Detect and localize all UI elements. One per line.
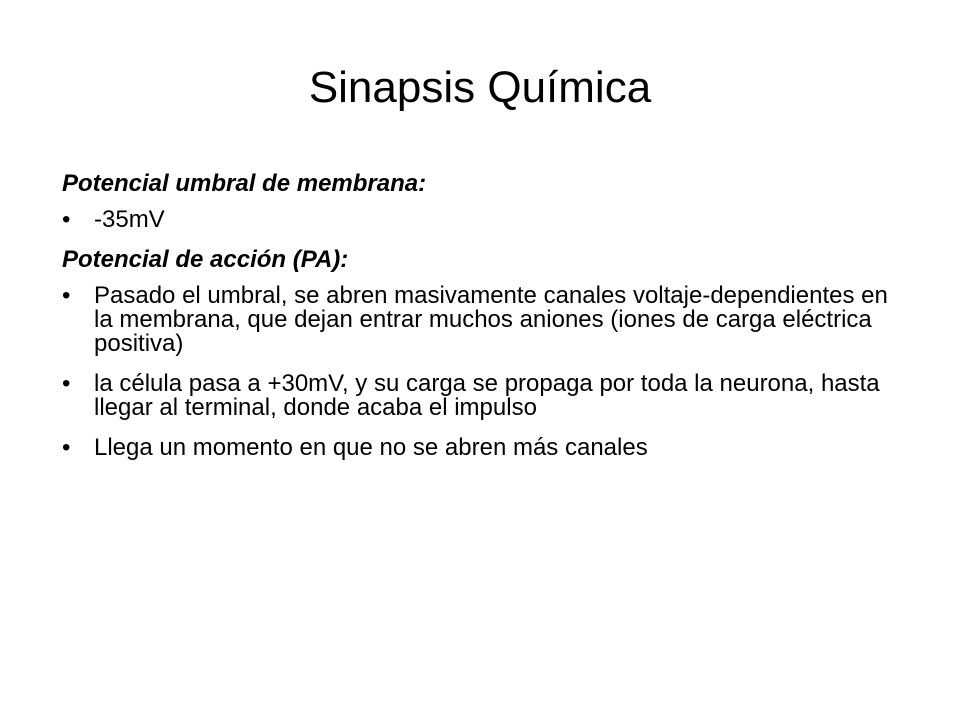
bullet-item xyxy=(62,372,912,420)
bullet-text: Llega un momento en que no se abren más canales xyxy=(94,434,648,461)
section-heading-umbral: Potencial umbral de membrana: xyxy=(62,170,427,197)
section-heading-accion: Potencial de acción (PA): xyxy=(62,246,349,273)
bullet-list-accion xyxy=(62,284,912,460)
bullet-text: -35mV xyxy=(94,206,165,233)
bullet-icon: • xyxy=(62,370,71,397)
bullet-item xyxy=(62,208,912,232)
bullet-icon: • xyxy=(62,206,71,233)
slide-content xyxy=(62,164,912,476)
slide-title: Sinapsis Química xyxy=(308,63,652,112)
bullet-item xyxy=(62,436,912,460)
bullet-icon: • xyxy=(62,282,71,309)
bullet-text: Pasado el umbral, se abren masivamente canales voltaje-dependientes en la membrana, que dejan entrar muchos aniones (iones de carga eléctrica positiva) xyxy=(94,282,888,357)
bullet-icon: • xyxy=(62,434,71,461)
bullet-item xyxy=(62,284,912,356)
bullet-list-umbral xyxy=(62,208,912,232)
bullet-text: la célula pasa a +30mV, y su carga se propaga por toda la neurona, hasta llegar al terminal, donde acaba el impulso xyxy=(94,370,880,421)
